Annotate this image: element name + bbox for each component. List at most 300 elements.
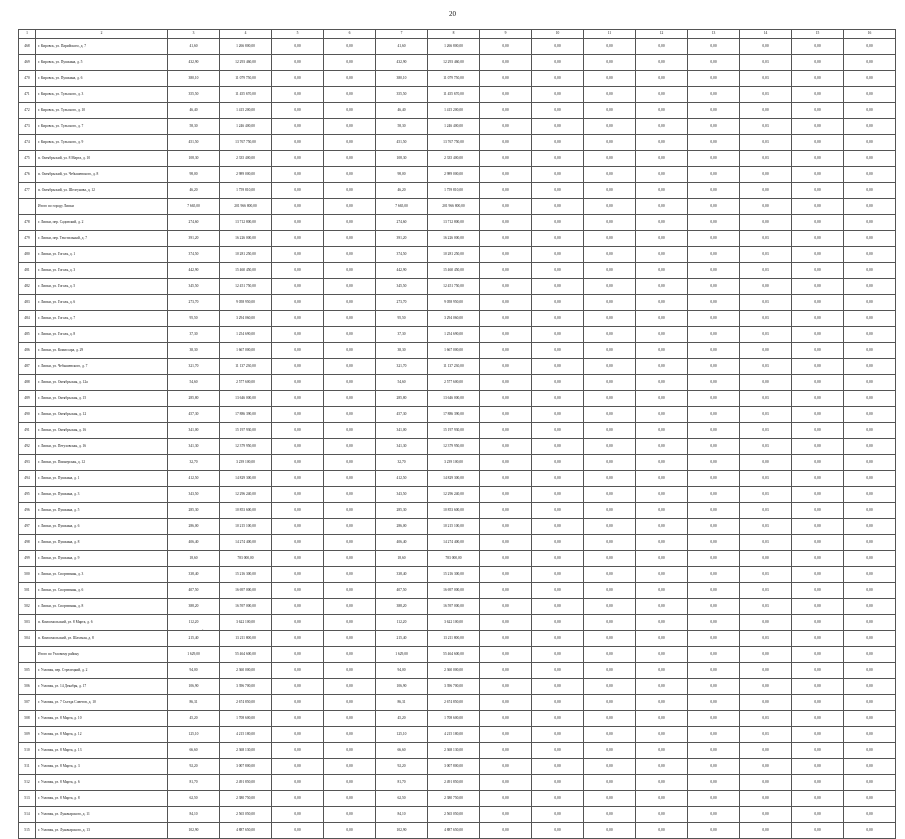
address-cell: г. Кировск, ул. Пушкина, д. 6 [36, 71, 168, 87]
value-cell: 10 281 250,00 [428, 247, 480, 263]
value-cell: 15 197 930,00 [428, 423, 480, 439]
value-cell: 0,00 [480, 135, 532, 151]
table-row [19, 775, 896, 791]
table-row [19, 503, 896, 519]
value-cell: 0,00 [272, 535, 324, 551]
value-cell: 783 000,00 [428, 551, 480, 567]
table-row [19, 679, 896, 695]
table-row [19, 167, 896, 183]
row-number: 480 [19, 247, 36, 263]
value-cell: 0,00 [792, 599, 844, 615]
value-cell: 98,00 [376, 167, 428, 183]
value-cell: 0,00 [584, 167, 636, 183]
value-cell: 0,00 [636, 119, 688, 135]
value-cell: 0,00 [272, 519, 324, 535]
value-cell: 0,00 [324, 103, 376, 119]
value-cell: 0,00 [792, 759, 844, 775]
row-number: 511 [19, 759, 36, 775]
value-cell: 0,00 [532, 487, 584, 503]
value-cell: 0,00 [324, 775, 376, 791]
value-cell: 0,00 [792, 791, 844, 807]
value-cell: 0,00 [636, 359, 688, 375]
row-number: 469 [19, 55, 36, 71]
value-cell: 0,00 [740, 823, 792, 839]
value-cell: 7 665,00 [376, 199, 428, 215]
value-cell: 0,00 [688, 327, 740, 343]
value-cell: 0,00 [688, 631, 740, 647]
table-row [19, 759, 896, 775]
address-cell: г. Кировск, ул. Тульского, д. 10 [36, 103, 168, 119]
value-cell: 0,00 [688, 183, 740, 199]
value-cell: 0,00 [324, 87, 376, 103]
table-row [19, 39, 896, 55]
address-cell: г. Липки, пер. Текстильный, д. 7 [36, 231, 168, 247]
value-cell: 0,00 [480, 647, 532, 663]
value-cell: 0,00 [636, 823, 688, 839]
value-cell: 46,20 [376, 183, 428, 199]
value-cell: 0,00 [480, 215, 532, 231]
address-cell: г. Узловая, ул. 7 Съезда Советов, д. 10 [36, 695, 168, 711]
value-cell: 0,00 [532, 471, 584, 487]
value-cell: 0,00 [844, 247, 896, 263]
value-cell: 54,60 [168, 375, 220, 391]
row-number: 505 [19, 663, 36, 679]
value-cell: 0,00 [272, 423, 324, 439]
column-header-10: 10 [532, 30, 584, 39]
value-cell: 0,00 [688, 791, 740, 807]
row-number: 479 [19, 231, 36, 247]
value-cell: 0,00 [584, 663, 636, 679]
row-number: 498 [19, 535, 36, 551]
value-cell: 2 577 600,00 [220, 375, 272, 391]
value-cell: 0,00 [792, 679, 844, 695]
value-cell: 0,00 [688, 343, 740, 359]
row-number: 488 [19, 375, 36, 391]
value-cell: 341,00 [376, 423, 428, 439]
value-cell: 0,00 [636, 615, 688, 631]
value-cell: 0,00 [844, 583, 896, 599]
value-cell: 10 215 100,00 [428, 519, 480, 535]
value-cell: 81,70 [376, 775, 428, 791]
value-cell: 0,00 [636, 631, 688, 647]
value-cell: 0,00 [584, 679, 636, 695]
value-cell: 0,00 [636, 327, 688, 343]
value-cell: 0,00 [688, 295, 740, 311]
value-cell: 0,03 [740, 583, 792, 599]
value-cell: 0,00 [272, 247, 324, 263]
value-cell: 1 629,00 [376, 647, 428, 663]
value-cell: 0,00 [792, 199, 844, 215]
value-cell: 215,40 [168, 631, 220, 647]
value-cell: 0,00 [740, 375, 792, 391]
value-cell: 0,00 [532, 247, 584, 263]
value-cell: 0,00 [636, 167, 688, 183]
row-number: 502 [19, 599, 36, 615]
table-row [19, 151, 896, 167]
value-cell: 58,30 [376, 119, 428, 135]
value-cell: 0,03 [740, 135, 792, 151]
value-cell: 1 667 000,00 [428, 343, 480, 359]
value-cell: 0,03 [740, 55, 792, 71]
value-cell: 0,00 [636, 775, 688, 791]
value-cell: 0,00 [324, 647, 376, 663]
value-cell: 0,03 [740, 295, 792, 311]
value-cell: 0,00 [584, 791, 636, 807]
value-cell: 0,00 [480, 503, 532, 519]
value-cell: 12 293 460,00 [220, 55, 272, 71]
row-number: 478 [19, 215, 36, 231]
value-cell: 102,90 [376, 823, 428, 839]
value-cell: 0,00 [324, 247, 376, 263]
value-cell: 0,00 [324, 807, 376, 823]
value-cell: 0,00 [636, 231, 688, 247]
value-cell: 1 246 400,00 [220, 119, 272, 135]
row-number: 470 [19, 71, 36, 87]
value-cell: 0,00 [636, 807, 688, 823]
value-cell: 0,00 [324, 375, 376, 391]
value-cell: 0,00 [792, 727, 844, 743]
value-cell: 442,90 [376, 263, 428, 279]
value-cell: 3 396 700,00 [220, 679, 272, 695]
value-cell: 0,00 [532, 391, 584, 407]
value-cell: 407,50 [168, 583, 220, 599]
value-cell: 0,00 [636, 647, 688, 663]
value-cell: 106,90 [376, 679, 428, 695]
value-cell: 0,00 [584, 759, 636, 775]
value-cell: 0,00 [272, 199, 324, 215]
value-cell: 0,00 [792, 535, 844, 551]
value-cell: 0,00 [688, 807, 740, 823]
value-cell: 13 211 800,00 [428, 631, 480, 647]
value-cell: 0,00 [844, 39, 896, 55]
value-cell: 0,00 [792, 503, 844, 519]
value-cell: 0,03 [740, 711, 792, 727]
value-cell: 0,00 [584, 503, 636, 519]
value-cell: 412,50 [376, 471, 428, 487]
row-number: 496 [19, 503, 36, 519]
value-cell: 0,00 [688, 87, 740, 103]
value-cell: 0,00 [688, 151, 740, 167]
table-row [19, 247, 896, 263]
value-cell: 0,00 [688, 471, 740, 487]
value-cell: 0,03 [740, 439, 792, 455]
value-cell: 0,00 [792, 295, 844, 311]
column-header-15: 15 [792, 30, 844, 39]
table-row [19, 71, 896, 87]
value-cell: 0,00 [480, 775, 532, 791]
value-cell: 0,00 [532, 151, 584, 167]
row-number: 495 [19, 487, 36, 503]
value-cell: 0,00 [688, 743, 740, 759]
value-cell: 0,00 [272, 359, 324, 375]
table-row [19, 359, 896, 375]
value-cell: 0,00 [688, 199, 740, 215]
value-cell: 0,00 [272, 311, 324, 327]
value-cell: 0,00 [532, 119, 584, 135]
value-cell: 0,00 [480, 615, 532, 631]
value-cell: 355,50 [168, 87, 220, 103]
value-cell: 0,00 [844, 727, 896, 743]
value-cell: 3 622 100,00 [428, 615, 480, 631]
value-cell: 0,03 [740, 119, 792, 135]
row-number: 477 [19, 183, 36, 199]
value-cell: 0,00 [272, 823, 324, 839]
value-cell: 0,00 [272, 39, 324, 55]
value-cell: 0,00 [688, 311, 740, 327]
value-cell: 0,00 [688, 567, 740, 583]
table-row [19, 615, 896, 631]
value-cell: 0,00 [688, 663, 740, 679]
table-row [19, 119, 896, 135]
value-cell: 0,00 [688, 679, 740, 695]
value-cell: 0,00 [480, 103, 532, 119]
value-cell: 0,00 [324, 743, 376, 759]
value-cell: 0,00 [324, 215, 376, 231]
address-cell: г. Липки, ул. Гоголя, д. 6 [36, 295, 168, 311]
value-cell: 0,00 [532, 631, 584, 647]
address-cell: г. Липки, ул. Спортивная, д. 6 [36, 583, 168, 599]
value-cell: 0,00 [584, 823, 636, 839]
value-cell: 0,00 [688, 423, 740, 439]
value-cell: 16 226 000,00 [220, 231, 272, 247]
value-cell: 94,00 [376, 663, 428, 679]
value-cell: 0,00 [740, 695, 792, 711]
value-cell: 0,00 [480, 631, 532, 647]
value-cell: 0,00 [324, 135, 376, 151]
value-cell: 201 966 800,00 [428, 199, 480, 215]
value-cell: 0,00 [480, 807, 532, 823]
value-cell: 0,00 [584, 39, 636, 55]
address-cell: Итого по Узловому району [36, 647, 168, 663]
value-cell: 0,00 [532, 103, 584, 119]
value-cell: 13 646 000,00 [220, 391, 272, 407]
value-cell: 0,00 [272, 391, 324, 407]
value-cell: 9 058 950,00 [220, 295, 272, 311]
value-cell: 0,00 [636, 439, 688, 455]
row-number: 506 [19, 679, 36, 695]
row-number: 500 [19, 567, 36, 583]
value-cell: 0,00 [740, 39, 792, 55]
row-number: 512 [19, 775, 36, 791]
value-cell: 106,90 [168, 679, 220, 695]
value-cell: 0,00 [480, 87, 532, 103]
value-cell: 0,00 [844, 487, 896, 503]
address-cell: г. Липки, ул. Спортивная, д. 8 [36, 599, 168, 615]
value-cell: 0,00 [532, 215, 584, 231]
value-cell: 0,00 [584, 247, 636, 263]
row-number: 514 [19, 807, 36, 823]
value-cell: 14 274 400,00 [428, 535, 480, 551]
value-cell: 86,31 [376, 695, 428, 711]
value-cell: 0,00 [324, 71, 376, 87]
address-cell: г. Липки, ул. Гоголя, д. 3 [36, 263, 168, 279]
value-cell: 13 767 750,00 [220, 135, 272, 151]
value-cell: 274,60 [168, 215, 220, 231]
value-cell: 0,03 [740, 247, 792, 263]
value-cell: 0,00 [272, 455, 324, 471]
value-cell: 0,00 [688, 231, 740, 247]
value-cell: 0,00 [584, 743, 636, 759]
table-row [19, 455, 896, 471]
value-cell: 0,00 [688, 119, 740, 135]
value-cell: 0,00 [688, 215, 740, 231]
value-cell: 0,00 [636, 551, 688, 567]
value-cell: 94,00 [168, 663, 220, 679]
address-cell: г. Липки, ул. Гоголя, д. 1 [36, 247, 168, 263]
value-cell: 432,90 [168, 55, 220, 71]
value-cell: 0,00 [792, 423, 844, 439]
value-cell: 0,00 [636, 567, 688, 583]
value-cell: 0,00 [636, 743, 688, 759]
table-row [19, 743, 896, 759]
value-cell: 0,03 [740, 631, 792, 647]
value-cell: 343,50 [168, 487, 220, 503]
value-cell: 0,00 [792, 519, 844, 535]
value-cell: 0,00 [792, 823, 844, 839]
address-cell: г. Липки, ул. Октябрьская, д. 12 [36, 407, 168, 423]
value-cell: 0,03 [740, 519, 792, 535]
table-row [19, 727, 896, 743]
row-number: 504 [19, 631, 36, 647]
value-cell: 0,00 [272, 471, 324, 487]
value-cell: 0,00 [532, 663, 584, 679]
value-cell: 0,00 [792, 71, 844, 87]
value-cell: 0,00 [792, 711, 844, 727]
value-cell: 54,60 [376, 375, 428, 391]
value-cell: 0,00 [532, 791, 584, 807]
row-number: 481 [19, 263, 36, 279]
address-cell: г. Липки, ул. Октябрьская, д. 15 [36, 391, 168, 407]
value-cell: 341,00 [168, 423, 220, 439]
value-cell: 0,00 [688, 775, 740, 791]
value-cell: 0,00 [844, 151, 896, 167]
row-number: 474 [19, 135, 36, 151]
value-cell: 0,00 [636, 199, 688, 215]
value-cell: 0,00 [532, 551, 584, 567]
value-cell: 0,00 [324, 263, 376, 279]
value-cell: 0,00 [844, 423, 896, 439]
value-cell: 0,00 [688, 279, 740, 295]
value-cell: 0,00 [844, 775, 896, 791]
address-cell: г. Липки, ул. Пушкина, д. 6 [36, 519, 168, 535]
table-row [19, 663, 896, 679]
value-cell: 0,00 [844, 455, 896, 471]
value-cell: 0,00 [636, 455, 688, 471]
value-cell: 380,10 [376, 71, 428, 87]
value-cell: 0,00 [688, 583, 740, 599]
row-number: 501 [19, 583, 36, 599]
value-cell: 3 239 100,00 [428, 455, 480, 471]
value-cell: 0,00 [532, 823, 584, 839]
value-cell: 0,00 [792, 359, 844, 375]
value-cell: 0,00 [324, 55, 376, 71]
value-cell: 0,00 [324, 583, 376, 599]
value-cell: 0,00 [584, 263, 636, 279]
value-cell: 0,03 [740, 71, 792, 87]
table-row [19, 295, 896, 311]
value-cell: 0,00 [844, 343, 896, 359]
value-cell: 0,00 [532, 167, 584, 183]
value-cell: 0,00 [532, 71, 584, 87]
value-cell: 0,00 [636, 423, 688, 439]
value-cell: 0,00 [584, 711, 636, 727]
value-cell: 0,00 [844, 631, 896, 647]
address-cell: г. Липки, ул. Петуховская, д. 16 [36, 439, 168, 455]
value-cell: 0,00 [792, 87, 844, 103]
value-cell: 0,00 [636, 71, 688, 87]
value-cell: 0,00 [740, 167, 792, 183]
value-cell: 0,00 [584, 199, 636, 215]
value-cell: 0,00 [584, 295, 636, 311]
value-cell: 0,00 [480, 311, 532, 327]
value-cell: 0,00 [532, 439, 584, 455]
value-cell: 0,00 [740, 807, 792, 823]
address-cell: г. Узловая, ул. 8 Марта, д. 6 [36, 775, 168, 791]
value-cell: 0,00 [532, 743, 584, 759]
value-cell: 125,10 [168, 727, 220, 743]
row-number: 473 [19, 119, 36, 135]
value-cell: 0,00 [844, 759, 896, 775]
value-cell: 0,00 [636, 87, 688, 103]
value-cell: 0,00 [272, 631, 324, 647]
value-cell: 0,00 [272, 567, 324, 583]
value-cell: 4 887 650,00 [220, 823, 272, 839]
column-header-7: 7 [376, 30, 428, 39]
value-cell: 0,00 [688, 407, 740, 423]
value-cell: 16 597 000,00 [220, 599, 272, 615]
value-cell: 0,00 [480, 407, 532, 423]
value-cell: 0,00 [480, 567, 532, 583]
value-cell: 0,00 [636, 519, 688, 535]
value-cell: 0,03 [740, 567, 792, 583]
value-cell: 11 455 670,00 [220, 87, 272, 103]
value-cell: 0,00 [532, 519, 584, 535]
value-cell: 3 294 060,00 [428, 311, 480, 327]
row-number: 472 [19, 103, 36, 119]
value-cell: 0,00 [584, 567, 636, 583]
value-cell: 0,00 [740, 215, 792, 231]
value-cell: 0,00 [844, 375, 896, 391]
value-cell: 0,00 [792, 231, 844, 247]
address-cell: г. Липки, ул. Пушкина, д. 3 [36, 487, 168, 503]
address-cell: г. Узловая, ул. 8 Марта, д. 10 [36, 711, 168, 727]
value-cell: 14 829 300,00 [220, 471, 272, 487]
value-cell: 0,00 [480, 55, 532, 71]
column-header-11: 11 [584, 30, 636, 39]
value-cell: 0,00 [636, 599, 688, 615]
value-cell: 45,20 [168, 711, 220, 727]
value-cell: 338,40 [168, 567, 220, 583]
value-cell: 0,00 [792, 135, 844, 151]
value-cell: 0,00 [532, 503, 584, 519]
value-cell: 0,00 [792, 151, 844, 167]
value-cell: 0,00 [584, 327, 636, 343]
value-cell: 0,00 [792, 375, 844, 391]
value-cell: 0,00 [792, 55, 844, 71]
value-cell: 0,00 [740, 743, 792, 759]
value-cell: 0,00 [532, 375, 584, 391]
address-cell: г. Узловая, ул. Луначарского, д. 11 [36, 807, 168, 823]
value-cell: 0,00 [844, 183, 896, 199]
value-cell: 0,00 [272, 151, 324, 167]
value-cell: 13 712 800,00 [428, 215, 480, 231]
value-cell: 0,00 [324, 279, 376, 295]
value-cell: 0,00 [532, 87, 584, 103]
value-cell: 0,00 [688, 759, 740, 775]
value-cell: 0,00 [532, 759, 584, 775]
value-cell: 0,00 [324, 391, 376, 407]
value-cell: 0,00 [740, 183, 792, 199]
